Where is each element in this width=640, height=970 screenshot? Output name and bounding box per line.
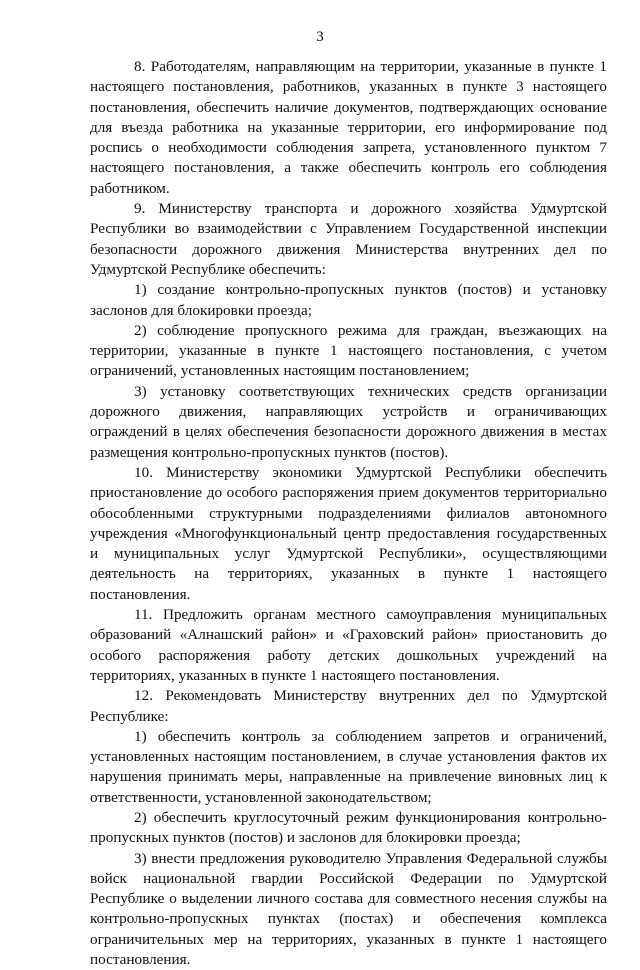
paragraph-item-10: 10. Министерству экономики Удмуртской Республики обеспечить приостановление до особого распоряжения прием документов территориально обособленными структурными подразделениями филиалов автономного учреждения «Многофункциональный центр предоставления государственных и муниципальных услуг Удмуртской Республики», осуществляющими деятельность на территориях, указанных в пункте 1 настоящего постановления. — [90, 463, 607, 603]
subparagraph-9-1: 1) создание контрольно-пропускных пунктов (постов) и установку заслонов для блокировки проезда; — [90, 281, 607, 319]
subparagraph-9-2: 2) соблюдение пропускного режима для граждан, въезжающих на территории, указанные в пункте 1 настоящего постановления, с учетом ограничений, установленных настоящим постановлением; — [90, 321, 607, 380]
document-body — [90, 57, 607, 970]
paragraph-item-12: 12. Рекомендовать Министерству внутренних дел по Удмуртской Республике: — [90, 687, 607, 725]
paragraph-item-8: 8. Работодателям, направляющим на территории, указанные в пункте 1 настоящего постановления, работников, указанных в пункте 3 настоящего постановления, обеспечить наличие документов, подтверждающих основание для въезда работника на указанные территории, его информирование под роспись о необходимости соблюдения запрета, установленного пунктом 7 настоящего постановления, а также обеспечить контроль его соблюдения работником. — [90, 58, 607, 197]
subparagraph-12-3: 3) внести предложения руководителю Управления Федеральной службы войск национальной гвардии Российской Федерации по Удмуртской Республике о выделении личного состава для совместного несения службы на контрольно-пропускных пунктах (постах) и обеспечения комплекса ограничительных мер на территориях, указанных в пункте 1 настоящего постановления. — [90, 849, 607, 969]
subparagraph-12-1: 1) обеспечить контроль за соблюдением запретов и ограничений, установленных настоящим постановлением, в случае установления фактов их нарушения принимать меры, направленные на привлечение виновных лиц к ответственности, установленной законодательством; — [90, 727, 607, 806]
subparagraph-12-2: 2) обеспечить круглосуточный режим функционирования контрольно-пропускных пунктов (постов) и заслонов для блокировки проезда; — [90, 808, 607, 847]
paragraph-item-11: 11. Предложить органам местного самоуправления муниципальных образований «Алнашский район» и «Граховский район» приостановить до особого распоряжения работу детских дошкольных учреждений на территориях, указанных в пункте 1 настоящего постановления. — [90, 606, 607, 684]
subparagraph-9-3: 3) установку соответствующих технических средств организации дорожного движения, направляющих устройств и ограничивающих ограждений в целях обеспечения безопасности дорожного движения в местах размещения контрольно-пропускных пунктов (постов). — [90, 382, 607, 461]
page-number: 3 — [316, 29, 324, 45]
paragraph-item-9: 9. Министерству транспорта и дорожного хозяйства Удмуртской Республики во взаимодействии с Управлением Государственной инспекции безопасности дорожного движения Министерства внутренних дел по Удмуртской Республике обеспечить: — [90, 200, 607, 278]
